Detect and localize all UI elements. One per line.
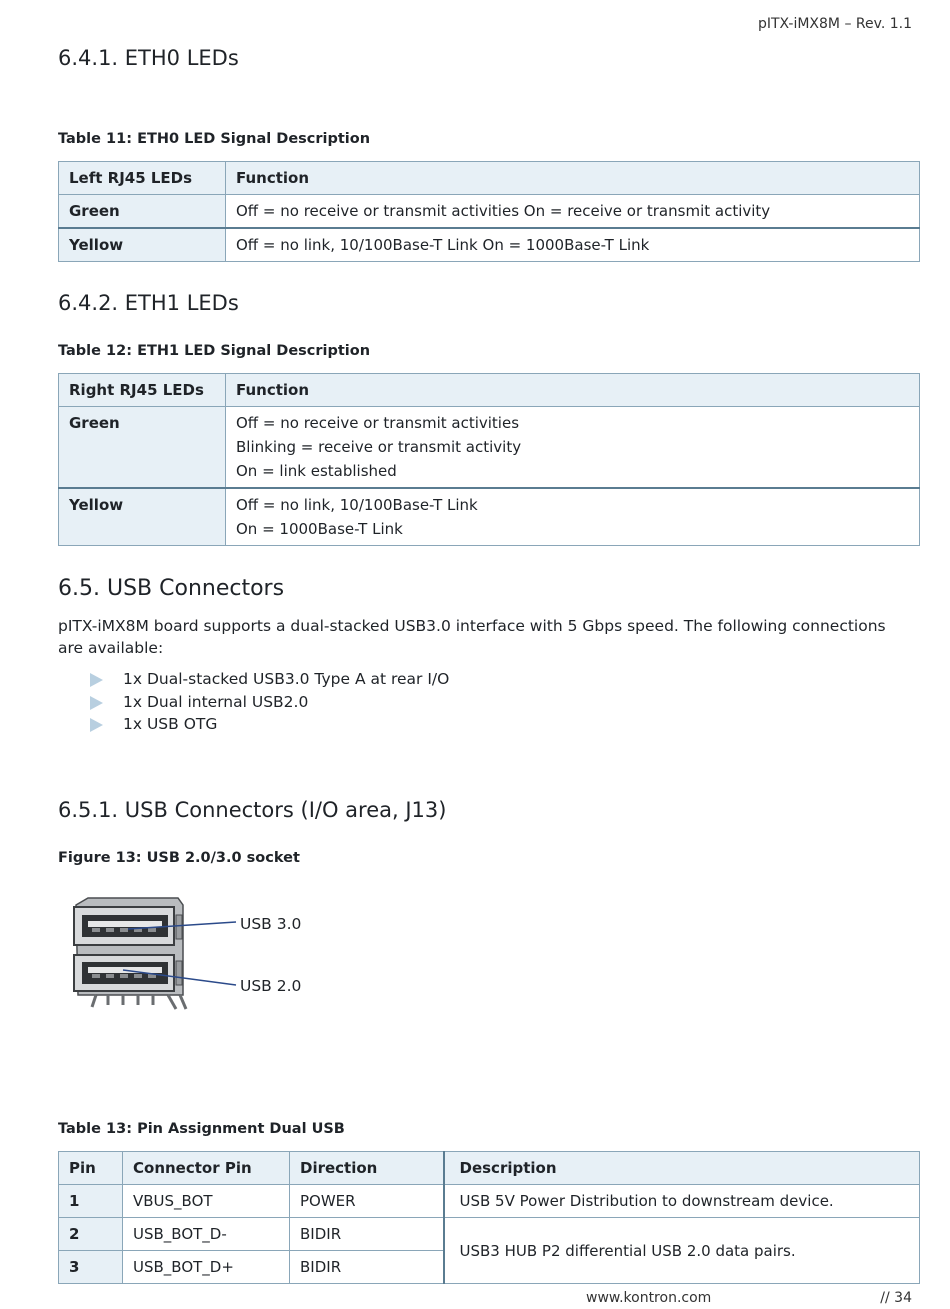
bullet-triangle-icon (90, 673, 103, 687)
function-cell: Off = no receive or transmit activities On = receive or transmit activity (226, 195, 920, 229)
led-color-cell: Green (59, 195, 226, 229)
description-cell: USB 5V Power Distribution to downstream device. (444, 1185, 920, 1218)
connector-pin-cell: VBUS_BOT (123, 1185, 290, 1218)
led-color-cell: Green (59, 407, 226, 489)
function-line: Blinking = receive or transmit activity (236, 438, 522, 456)
usb-intro-paragraph: pITX-iMX8M board supports a dual-stacked USB3.0 interface with 5 Gbps speed. The following connections are available: (58, 617, 886, 657)
section-heading-usb-io: 6.5.1. USB Connectors (I/O area, J13) (58, 798, 447, 822)
pin-cell: 3 (59, 1251, 123, 1284)
list-item: 1x Dual internal USB2.0 (90, 691, 449, 714)
bullet-triangle-icon (90, 696, 103, 710)
header-cell: Direction (290, 1152, 444, 1185)
direction-cell: POWER (290, 1185, 444, 1218)
usb-connection-list (90, 668, 449, 736)
table-header-row (59, 1152, 920, 1185)
function-cell (226, 488, 920, 546)
section-heading-usb: 6.5. USB Connectors (58, 576, 285, 601)
footer-website: www.kontron.com (586, 1290, 712, 1306)
table-row (59, 228, 920, 262)
list-item: 1x Dual-stacked USB3.0 Type A at rear I/O (90, 668, 449, 691)
table-row (59, 1218, 920, 1251)
table-row (59, 407, 920, 489)
function-cell: Off = no link, 10/100Base-T Link On = 1000Base-T Link (226, 228, 920, 262)
header-cell: Pin (59, 1152, 123, 1185)
table-12 (58, 373, 920, 546)
table-11-caption: Table 11: ETH0 LED Signal Description (58, 131, 371, 147)
connector-pin-cell: USB_BOT_D+ (123, 1251, 290, 1284)
table-row (59, 195, 920, 229)
pin-cell: 1 (59, 1185, 123, 1218)
header-cell: Left RJ45 LEDs (59, 162, 226, 195)
table-row (59, 1185, 920, 1218)
header-cell: Right RJ45 LEDs (59, 374, 226, 407)
list-item: 1x USB OTG (90, 713, 449, 736)
function-line: On = link established (236, 462, 397, 480)
direction-cell: BIDIR (290, 1251, 444, 1284)
section-heading-eth0: 6.4.1. ETH0 LEDs (58, 46, 239, 70)
table-13-caption: Table 13: Pin Assignment Dual USB (58, 1121, 345, 1137)
table-header-row (59, 162, 920, 195)
led-color-cell: Yellow (59, 488, 226, 546)
table-12-caption: Table 12: ETH1 LED Signal Description (58, 343, 371, 359)
usb-socket-illustration (68, 895, 308, 1020)
description-cell: USB3 HUB P2 differential USB 2.0 data pairs. (444, 1218, 920, 1284)
pin-cell: 2 (59, 1218, 123, 1251)
section-heading-eth1: 6.4.2. ETH1 LEDs (58, 291, 239, 315)
figure-13-caption: Figure 13: USB 2.0/3.0 socket (58, 850, 300, 866)
direction-cell: BIDIR (290, 1218, 444, 1251)
function-cell (226, 407, 920, 489)
header-cell: Description (444, 1152, 920, 1185)
led-color-cell: Yellow (59, 228, 226, 262)
connector-pin-cell: USB_BOT_D- (123, 1218, 290, 1251)
table-row (59, 488, 920, 546)
table-header-row (59, 374, 920, 407)
function-line: On = 1000Base-T Link (236, 520, 403, 538)
header-cell: Connector Pin (123, 1152, 290, 1185)
header-cell: Function (226, 162, 920, 195)
usb-socket-figure (68, 895, 308, 1020)
table-11 (58, 161, 920, 262)
usb3-label: USB 3.0 (240, 915, 302, 933)
page-number: // 34 (880, 1290, 912, 1306)
header-cell: Function (226, 374, 920, 407)
document-header: pITX-iMX8M – Rev. 1.1 (757, 16, 912, 32)
usb2-label: USB 2.0 (240, 977, 302, 995)
bullet-triangle-icon (90, 718, 103, 732)
function-line: Off = no link, 10/100Base-T Link (236, 496, 478, 514)
function-line: Off = no receive or transmit activities (236, 414, 520, 432)
table-13 (58, 1151, 920, 1284)
